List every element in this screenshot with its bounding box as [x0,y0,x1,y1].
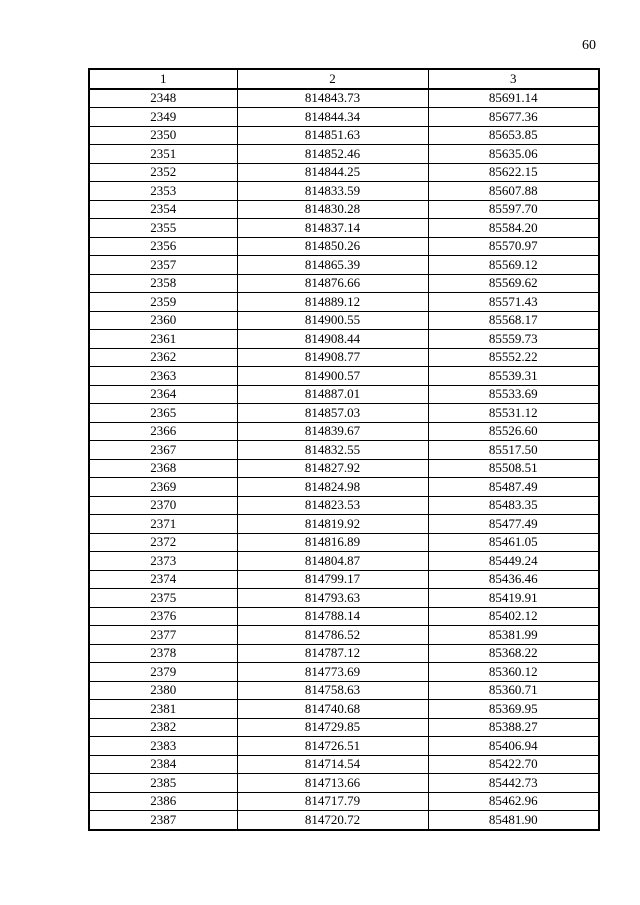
table-row [89,441,599,460]
x-coordinate-cell: 814887.01 [237,385,428,404]
y-coordinate-cell: 85653.85 [428,126,599,145]
table-row [89,718,599,737]
y-coordinate-cell: 85607.88 [428,182,599,201]
y-coordinate-cell: 85508.51 [428,459,599,478]
y-coordinate-cell: 85368.22 [428,644,599,663]
x-coordinate-cell: 814824.98 [237,478,428,497]
point-number-cell: 2351 [89,145,237,164]
table-body [89,89,599,830]
table-row [89,256,599,275]
x-coordinate-cell: 814804.87 [237,552,428,571]
point-number-cell: 2353 [89,182,237,201]
y-coordinate-cell: 85571.43 [428,293,599,312]
point-number-cell: 2383 [89,737,237,756]
x-coordinate-cell: 814726.51 [237,737,428,756]
y-coordinate-cell: 85436.46 [428,570,599,589]
table-row [89,348,599,367]
table-row [89,570,599,589]
x-coordinate-cell: 814857.03 [237,404,428,423]
y-coordinate-cell: 85552.22 [428,348,599,367]
x-coordinate-cell: 814786.52 [237,626,428,645]
point-number-cell: 2367 [89,441,237,460]
point-number-cell: 2360 [89,311,237,330]
x-coordinate-cell: 814833.59 [237,182,428,201]
table-row [89,607,599,626]
x-coordinate-cell: 814740.68 [237,700,428,719]
point-number-cell: 2378 [89,644,237,663]
point-number-cell: 2349 [89,108,237,127]
y-coordinate-cell: 85461.05 [428,533,599,552]
x-coordinate-cell: 814823.53 [237,496,428,515]
y-coordinate-cell: 85517.50 [428,441,599,460]
table-row [89,774,599,793]
x-coordinate-cell: 814908.44 [237,330,428,349]
y-coordinate-cell: 85487.49 [428,478,599,497]
y-coordinate-cell: 85622.15 [428,163,599,182]
y-coordinate-cell: 85677.36 [428,108,599,127]
table-row [89,200,599,219]
y-coordinate-cell: 85483.35 [428,496,599,515]
y-coordinate-cell: 85569.12 [428,256,599,275]
x-coordinate-cell: 814773.69 [237,663,428,682]
point-number-cell: 2357 [89,256,237,275]
x-coordinate-cell: 814852.46 [237,145,428,164]
x-coordinate-cell: 814793.63 [237,589,428,608]
point-number-cell: 2354 [89,200,237,219]
x-coordinate-cell: 814720.72 [237,811,428,830]
table-row [89,163,599,182]
point-number-cell: 2362 [89,348,237,367]
table-row [89,330,599,349]
y-coordinate-cell: 85406.94 [428,737,599,756]
point-number-cell: 2368 [89,459,237,478]
point-number-cell: 2385 [89,774,237,793]
x-coordinate-cell: 814876.66 [237,274,428,293]
table-row [89,552,599,571]
table-row [89,811,599,830]
header-row [89,69,599,89]
table-row [89,478,599,497]
coordinates-table [88,68,600,831]
column-header-2: 2 [237,69,428,89]
y-coordinate-cell: 85360.12 [428,663,599,682]
x-coordinate-cell: 814844.25 [237,163,428,182]
y-coordinate-cell: 85477.49 [428,515,599,534]
y-coordinate-cell: 85526.60 [428,422,599,441]
x-coordinate-cell: 814729.85 [237,718,428,737]
table-row [89,589,599,608]
x-coordinate-cell: 814819.92 [237,515,428,534]
table-row [89,792,599,811]
x-coordinate-cell: 814787.12 [237,644,428,663]
point-number-cell: 2363 [89,367,237,386]
y-coordinate-cell: 85422.70 [428,755,599,774]
point-number-cell: 2364 [89,385,237,404]
point-number-cell: 2371 [89,515,237,534]
x-coordinate-cell: 814851.63 [237,126,428,145]
point-number-cell: 2373 [89,552,237,571]
x-coordinate-cell: 814844.34 [237,108,428,127]
y-coordinate-cell: 85570.97 [428,237,599,256]
x-coordinate-cell: 814717.79 [237,792,428,811]
table-row [89,367,599,386]
point-number-cell: 2361 [89,330,237,349]
table-row [89,126,599,145]
point-number-cell: 2375 [89,589,237,608]
table-row [89,404,599,423]
y-coordinate-cell: 85481.90 [428,811,599,830]
y-coordinate-cell: 85462.96 [428,792,599,811]
table-row [89,755,599,774]
x-coordinate-cell: 814900.55 [237,311,428,330]
x-coordinate-cell: 814816.89 [237,533,428,552]
y-coordinate-cell: 85402.12 [428,607,599,626]
coordinates-table-container [88,68,598,831]
table-row [89,237,599,256]
point-number-cell: 2370 [89,496,237,515]
table-row [89,274,599,293]
x-coordinate-cell: 814827.92 [237,459,428,478]
point-number-cell: 2379 [89,663,237,682]
point-number-cell: 2352 [89,163,237,182]
y-coordinate-cell: 85533.69 [428,385,599,404]
point-number-cell: 2348 [89,89,237,108]
x-coordinate-cell: 814714.54 [237,755,428,774]
table-row [89,496,599,515]
x-coordinate-cell: 814788.14 [237,607,428,626]
x-coordinate-cell: 814799.17 [237,570,428,589]
x-coordinate-cell: 814889.12 [237,293,428,312]
point-number-cell: 2374 [89,570,237,589]
y-coordinate-cell: 85449.24 [428,552,599,571]
x-coordinate-cell: 814839.67 [237,422,428,441]
y-coordinate-cell: 85559.73 [428,330,599,349]
table-row [89,293,599,312]
table-row [89,533,599,552]
x-coordinate-cell: 814830.28 [237,200,428,219]
x-coordinate-cell: 814900.57 [237,367,428,386]
table-row [89,89,599,108]
y-coordinate-cell: 85691.14 [428,89,599,108]
y-coordinate-cell: 85419.91 [428,589,599,608]
y-coordinate-cell: 85369.95 [428,700,599,719]
table-row [89,108,599,127]
point-number-cell: 2380 [89,681,237,700]
y-coordinate-cell: 85531.12 [428,404,599,423]
table-row [89,145,599,164]
column-header-3: 3 [428,69,599,89]
point-number-cell: 2381 [89,700,237,719]
y-coordinate-cell: 85360.71 [428,681,599,700]
point-number-cell: 2355 [89,219,237,238]
x-coordinate-cell: 814713.66 [237,774,428,793]
y-coordinate-cell: 85569.62 [428,274,599,293]
table-row [89,681,599,700]
table-row [89,515,599,534]
point-number-cell: 2372 [89,533,237,552]
y-coordinate-cell: 85381.99 [428,626,599,645]
x-coordinate-cell: 814758.63 [237,681,428,700]
x-coordinate-cell: 814832.55 [237,441,428,460]
y-coordinate-cell: 85539.31 [428,367,599,386]
point-number-cell: 2382 [89,718,237,737]
point-number-cell: 2365 [89,404,237,423]
table-row [89,644,599,663]
x-coordinate-cell: 814908.77 [237,348,428,367]
table-row [89,422,599,441]
point-number-cell: 2377 [89,626,237,645]
table-header [89,69,599,89]
table-row [89,700,599,719]
table-row [89,663,599,682]
table-row [89,626,599,645]
x-coordinate-cell: 814837.14 [237,219,428,238]
x-coordinate-cell: 814850.26 [237,237,428,256]
table-row [89,459,599,478]
y-coordinate-cell: 85568.17 [428,311,599,330]
point-number-cell: 2369 [89,478,237,497]
table-row [89,182,599,201]
point-number-cell: 2384 [89,755,237,774]
point-number-cell: 2376 [89,607,237,626]
y-coordinate-cell: 85442.73 [428,774,599,793]
page-number: 60 [582,38,596,53]
point-number-cell: 2356 [89,237,237,256]
point-number-cell: 2387 [89,811,237,830]
table-row [89,311,599,330]
point-number-cell: 2359 [89,293,237,312]
table-row [89,385,599,404]
y-coordinate-cell: 85635.06 [428,145,599,164]
x-coordinate-cell: 814865.39 [237,256,428,275]
point-number-cell: 2358 [89,274,237,293]
point-number-cell: 2386 [89,792,237,811]
y-coordinate-cell: 85597.70 [428,200,599,219]
point-number-cell: 2366 [89,422,237,441]
y-coordinate-cell: 85584.20 [428,219,599,238]
table-row [89,737,599,756]
point-number-cell: 2350 [89,126,237,145]
x-coordinate-cell: 814843.73 [237,89,428,108]
table-row [89,219,599,238]
column-header-1: 1 [89,69,237,89]
y-coordinate-cell: 85388.27 [428,718,599,737]
